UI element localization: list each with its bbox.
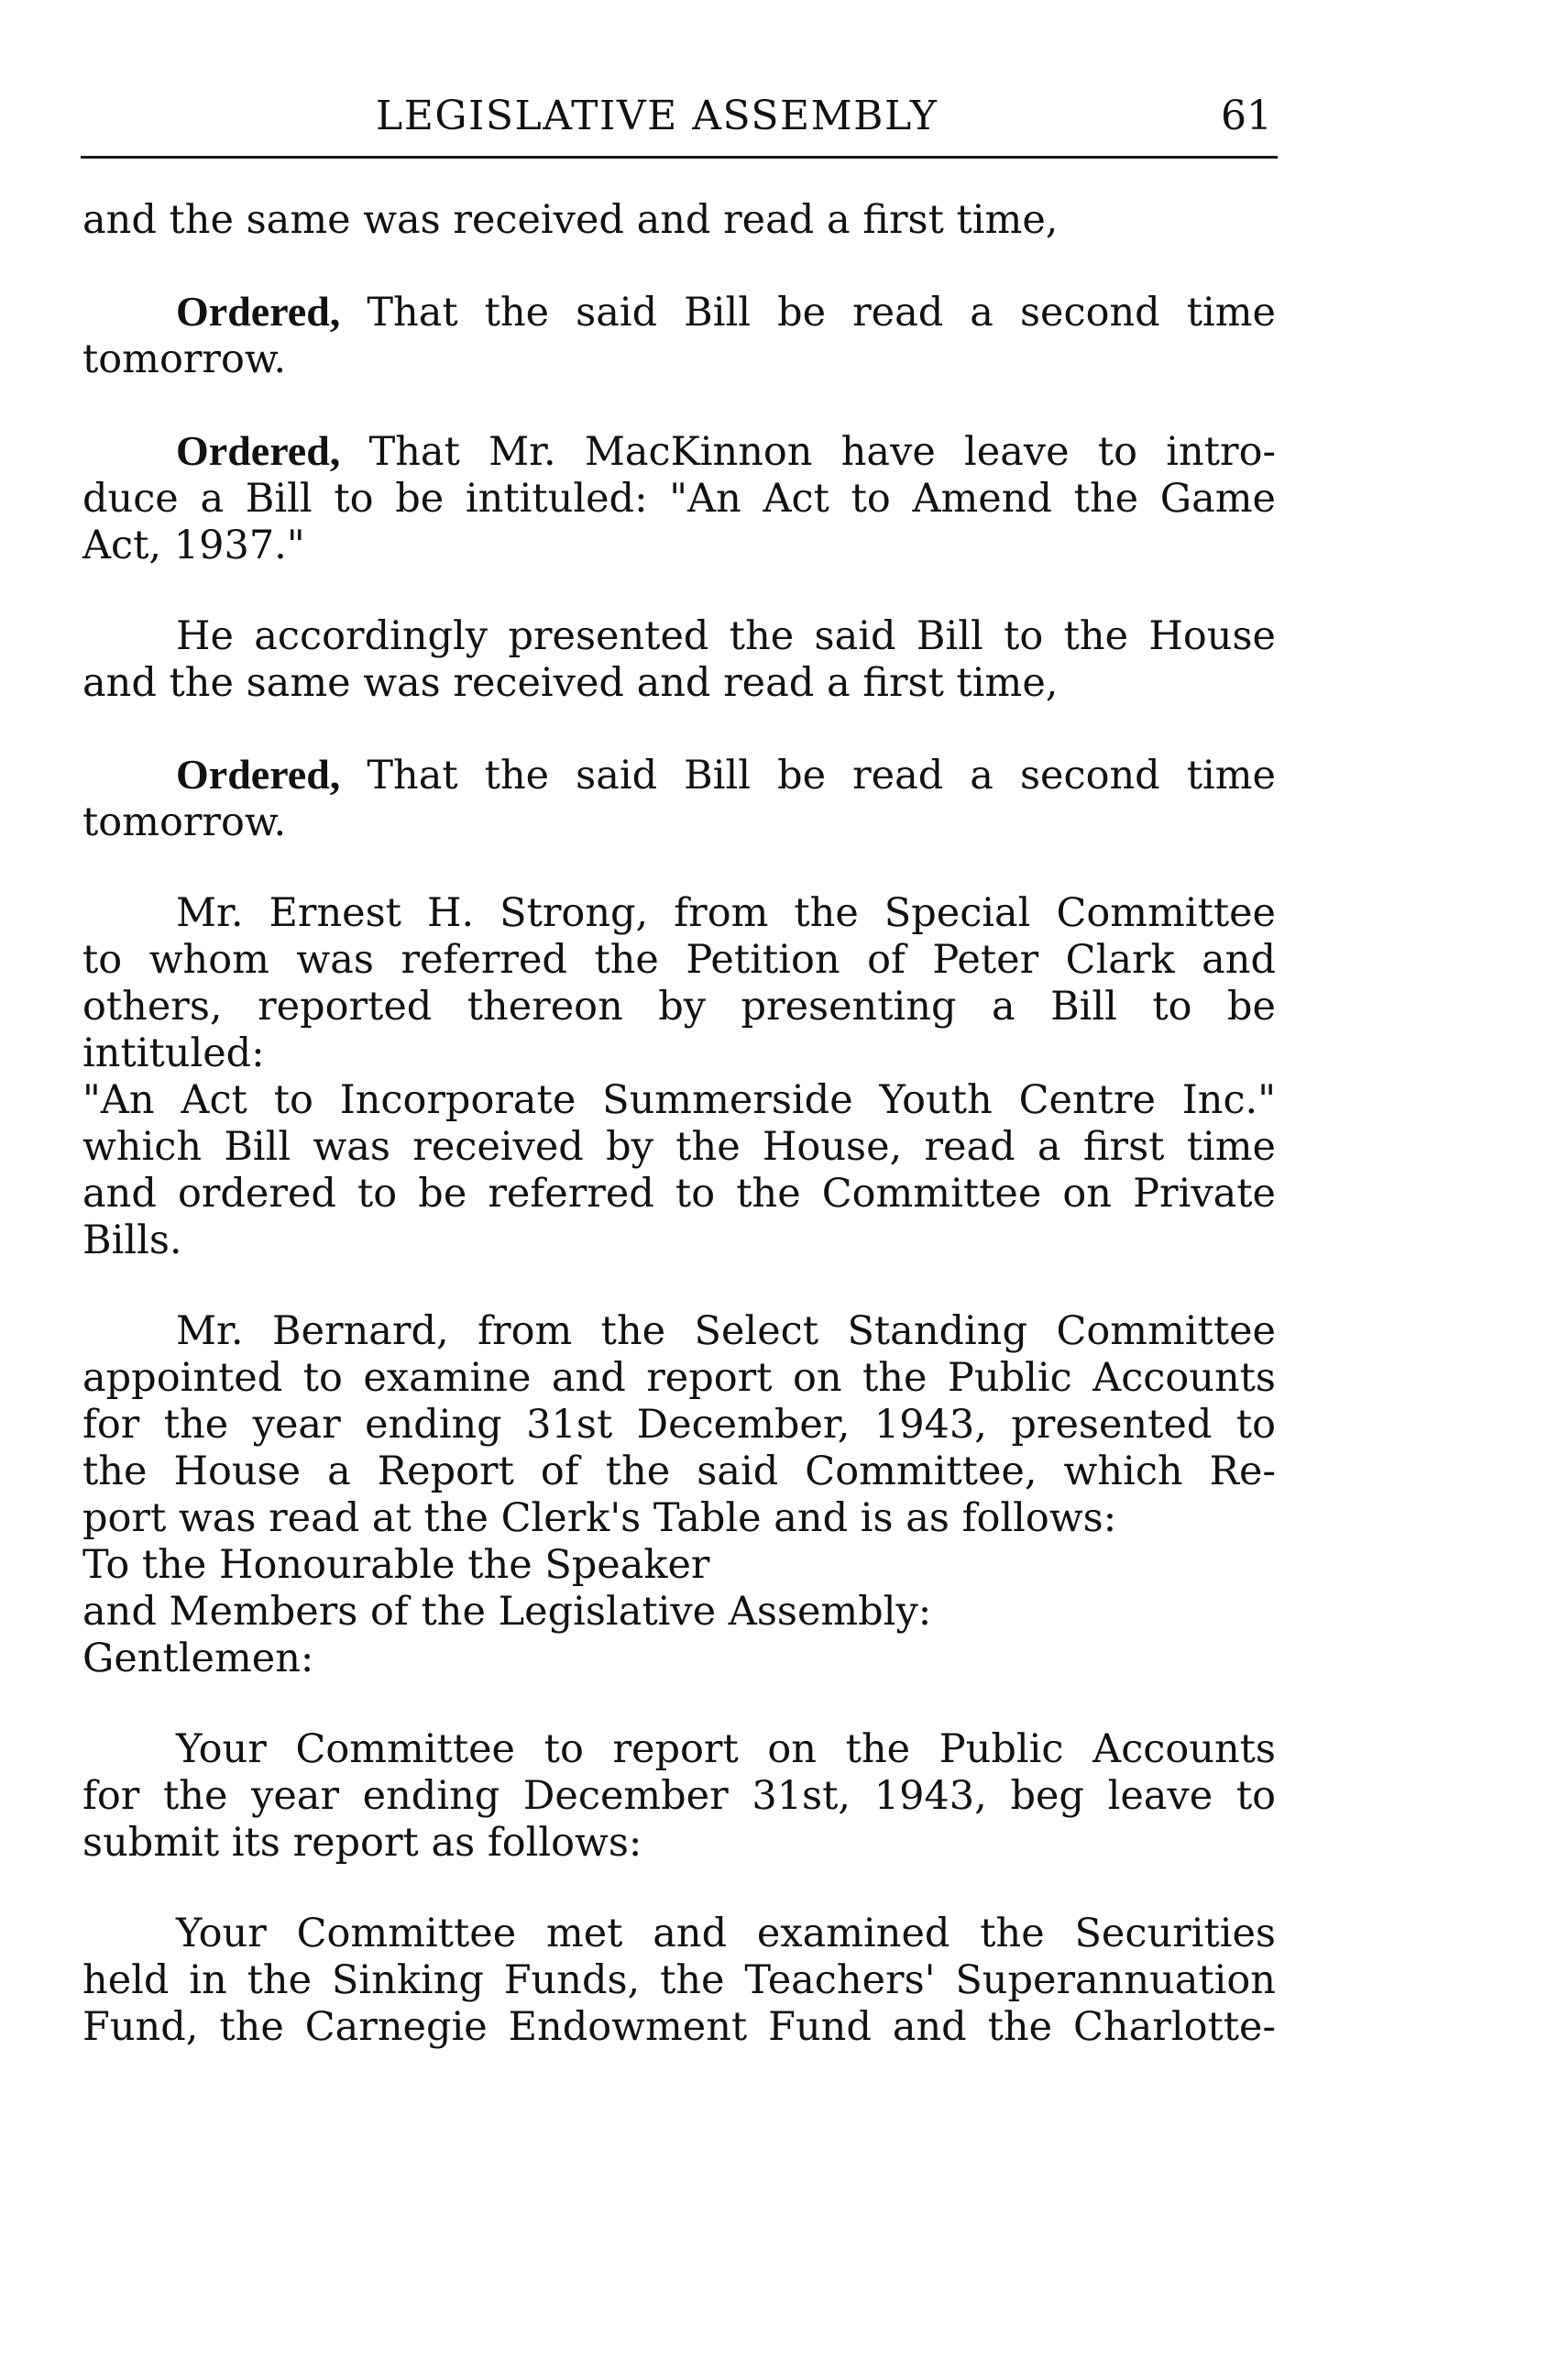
text-line: Mr. Bernard, from the Select Standing Committee: [176, 1308, 1276, 1354]
text-span: That the said Bill be read a second time: [367, 290, 1276, 336]
paragraph-report-intro: [82, 1726, 1276, 1867]
text-line: "An Act to Incorporate Summerside Youth Centre Inc.": [82, 1077, 1276, 1123]
text-line: tomorrow.: [82, 799, 287, 845]
text-line: others, reported thereon by presenting a Bill to be intituled:: [82, 984, 1276, 1076]
body-text: [82, 197, 1276, 2095]
text-line: To the Honourable the Speaker: [82, 1542, 710, 1588]
text-line: the House a Report of the said Committee, which Re-: [82, 1449, 1276, 1494]
paragraph-order-leave-to-introduce: [82, 427, 1276, 569]
ordered-label: Ordered,: [176, 288, 341, 335]
text-line: Mr. Ernest H. Strong, from the Special Committee: [176, 890, 1276, 936]
text-line: for the year ending December 31st, 1943, beg leave to: [82, 1773, 1276, 1819]
text-line: and ordered to be referred to the Committee on Private: [82, 1171, 1276, 1217]
text-line: [82, 288, 1276, 336]
text-line: He accordingly presented the said Bill to the House: [176, 613, 1276, 659]
text-line: duce a Bill to be intituled: "An Act to Amend the Game: [82, 476, 1276, 522]
text-line: Fund, the Carnegie Endowment Fund and the Charlotte-: [82, 2004, 1276, 2050]
text-line: port was read at the Clerk's Table and is as follows:: [82, 1495, 1117, 1541]
paragraph-order-second-reading: [82, 288, 1276, 383]
text-line: to whom was referred the Petition of Peter Clark and: [82, 937, 1276, 983]
text-line: [82, 751, 1276, 799]
report-salutation: [82, 1542, 1276, 1682]
text-line: [82, 427, 1276, 476]
ordered-label: Ordered,: [176, 427, 341, 474]
paragraph-first-reading: [82, 197, 1276, 244]
text-line: which Bill was received by the House, read a first time: [82, 1124, 1276, 1170]
text-line: Gentlemen:: [82, 1636, 314, 1681]
text-line: tomorrow.: [82, 336, 287, 382]
paragraph-public-accounts-report: [82, 1308, 1276, 1542]
running-title: LEGISLATIVE ASSEMBLY: [376, 93, 939, 139]
text-span: That the said Bill be read a second time: [367, 753, 1276, 799]
paragraph-bill-presented: [82, 613, 1276, 707]
text-line: Your Committee to report on the Public Accounts: [176, 1726, 1276, 1772]
text-line: appointed to examine and report on the Public Accounts: [82, 1355, 1276, 1401]
page-number: 61: [1221, 93, 1272, 139]
text-span: That Mr. MacKinnon have leave to intro-: [368, 429, 1277, 475]
text-line: for the year ending 31st December, 1943, presented to: [82, 1402, 1276, 1448]
text-line: and Members of the Legislative Assembly:: [82, 1589, 932, 1635]
text-line: Your Committee met and examined the Securities: [176, 1911, 1276, 1956]
text-line: Bills.: [82, 1218, 182, 1263]
paragraph-securities-examined: [82, 1911, 1276, 2051]
ordered-label: Ordered,: [176, 751, 341, 798]
text-line: and the same was received and read a first time,: [82, 197, 1059, 243]
text-line: submit its report as follows:: [82, 1820, 642, 1866]
paragraph-special-committee-report: [82, 890, 1276, 1264]
paragraph-order-second-reading: [82, 751, 1276, 846]
text-line: and the same was received and read a first time,: [82, 660, 1059, 706]
page-header: [81, 84, 1278, 159]
text-line: Act, 1937.": [82, 523, 305, 568]
text-line: held in the Sinking Funds, the Teachers' Superannuation: [82, 1957, 1276, 2003]
